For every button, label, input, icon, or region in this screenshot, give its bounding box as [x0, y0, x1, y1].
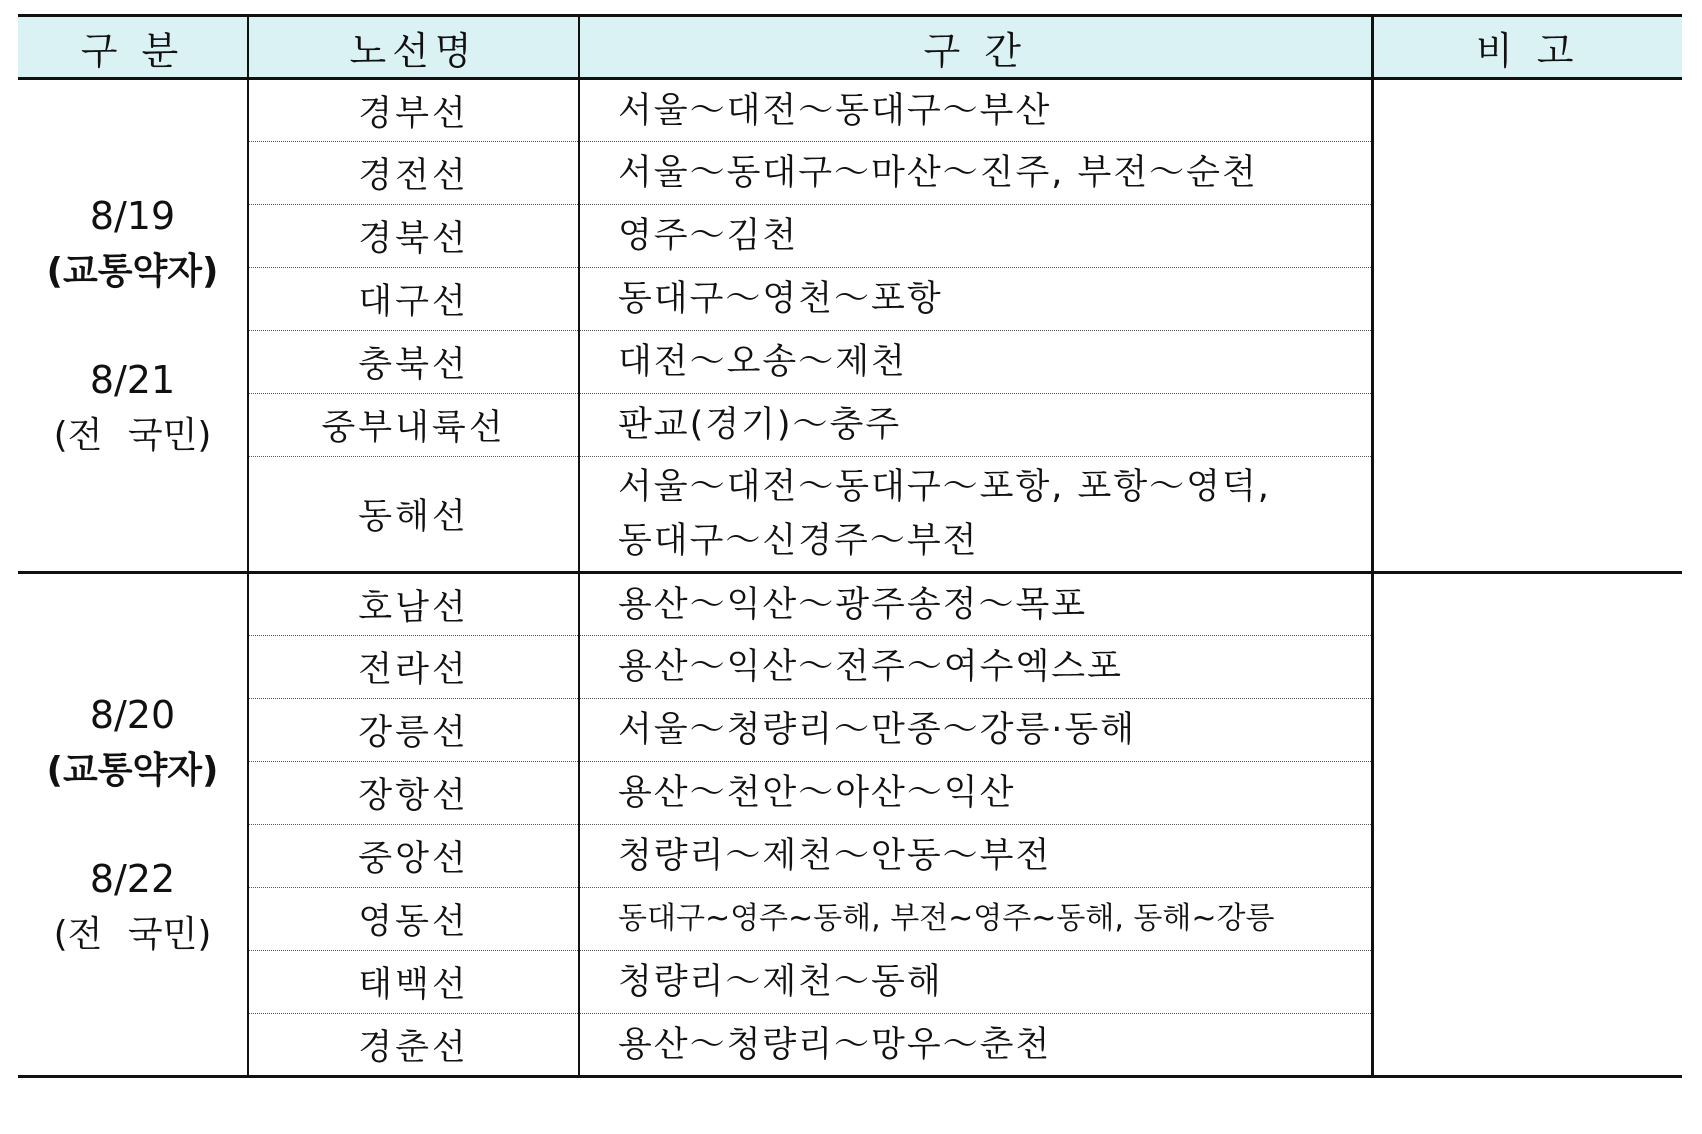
route-name: 경부선: [248, 79, 579, 142]
group-label-all: (전 국민): [53, 913, 212, 955]
route-name: 태백선: [248, 951, 579, 1014]
route-section: 용산～익산～광주송정～목포: [579, 573, 1372, 636]
header-route-name: 노선명: [248, 16, 579, 79]
route-name: 전라선: [248, 636, 579, 699]
route-section: 동대구~영주~동해, 부전~영주~동해, 동해~강릉: [579, 888, 1372, 951]
route-section-line-1: 서울～대전～동대구～포항, 포항～영덕,: [618, 467, 1271, 507]
header-remarks: 비 고: [1372, 16, 1682, 79]
group-label-vulnerable: (교통약자): [46, 250, 219, 292]
route-section-line-2: 동대구～신경주～부전: [618, 521, 979, 561]
table-row: [18, 573, 1682, 636]
group-date-first: 8/20: [89, 692, 176, 737]
route-name: 강릉선: [248, 699, 579, 762]
route-schedule-table: [18, 14, 1682, 1078]
group-date-second: 8/22: [89, 856, 176, 901]
route-section: 판교(경기)～충주: [579, 394, 1372, 457]
route-name: 영동선: [248, 888, 579, 951]
route-section: 동대구～영천～포항: [579, 268, 1372, 331]
route-section: 용산～천안～아산～익산: [579, 762, 1372, 825]
route-name: 동해선: [248, 457, 579, 573]
header-row: [18, 16, 1682, 79]
route-section: 청량리～제천～동해: [579, 951, 1372, 1014]
group-date-cell: [18, 79, 248, 573]
route-name: 중부내륙선: [248, 394, 579, 457]
route-name: 경춘선: [248, 1014, 579, 1077]
group-label-all: (전 국민): [53, 414, 212, 456]
route-section: 서울～청량리～만종～강릉·동해: [579, 699, 1372, 762]
group-label-vulnerable: (교통약자): [46, 749, 219, 791]
route-name: 중앙선: [248, 825, 579, 888]
route-section: 청량리～제천～안동～부전: [579, 825, 1372, 888]
route-name: 호남선: [248, 573, 579, 636]
route-section: 서울～대전～동대구～부산: [579, 79, 1372, 142]
group-date-first: 8/19: [89, 193, 176, 238]
route-section: 용산～익산～전주～여수엑스포: [579, 636, 1372, 699]
schedule-table-container: [18, 14, 1682, 1078]
remarks-cell: [1372, 79, 1682, 573]
header-category: 구 분: [18, 16, 248, 79]
route-name: 장항선: [248, 762, 579, 825]
route-name: 경전선: [248, 142, 579, 205]
route-name: 충북선: [248, 331, 579, 394]
route-section: 영주～김천: [579, 205, 1372, 268]
group-date-second: 8/21: [89, 357, 176, 402]
route-section: 용산～청량리～망우～춘천: [579, 1014, 1372, 1077]
header-section: 구 간: [579, 16, 1372, 79]
route-section: 대전～오송～제천: [579, 331, 1372, 394]
route-name: 경북선: [248, 205, 579, 268]
route-section: 서울～동대구～마산～진주, 부전～순천: [579, 142, 1372, 205]
remarks-cell: [1372, 573, 1682, 1077]
route-name: 대구선: [248, 268, 579, 331]
group-date-cell: [18, 573, 248, 1077]
route-section-multiline: [579, 457, 1372, 573]
table-row: [18, 79, 1682, 142]
